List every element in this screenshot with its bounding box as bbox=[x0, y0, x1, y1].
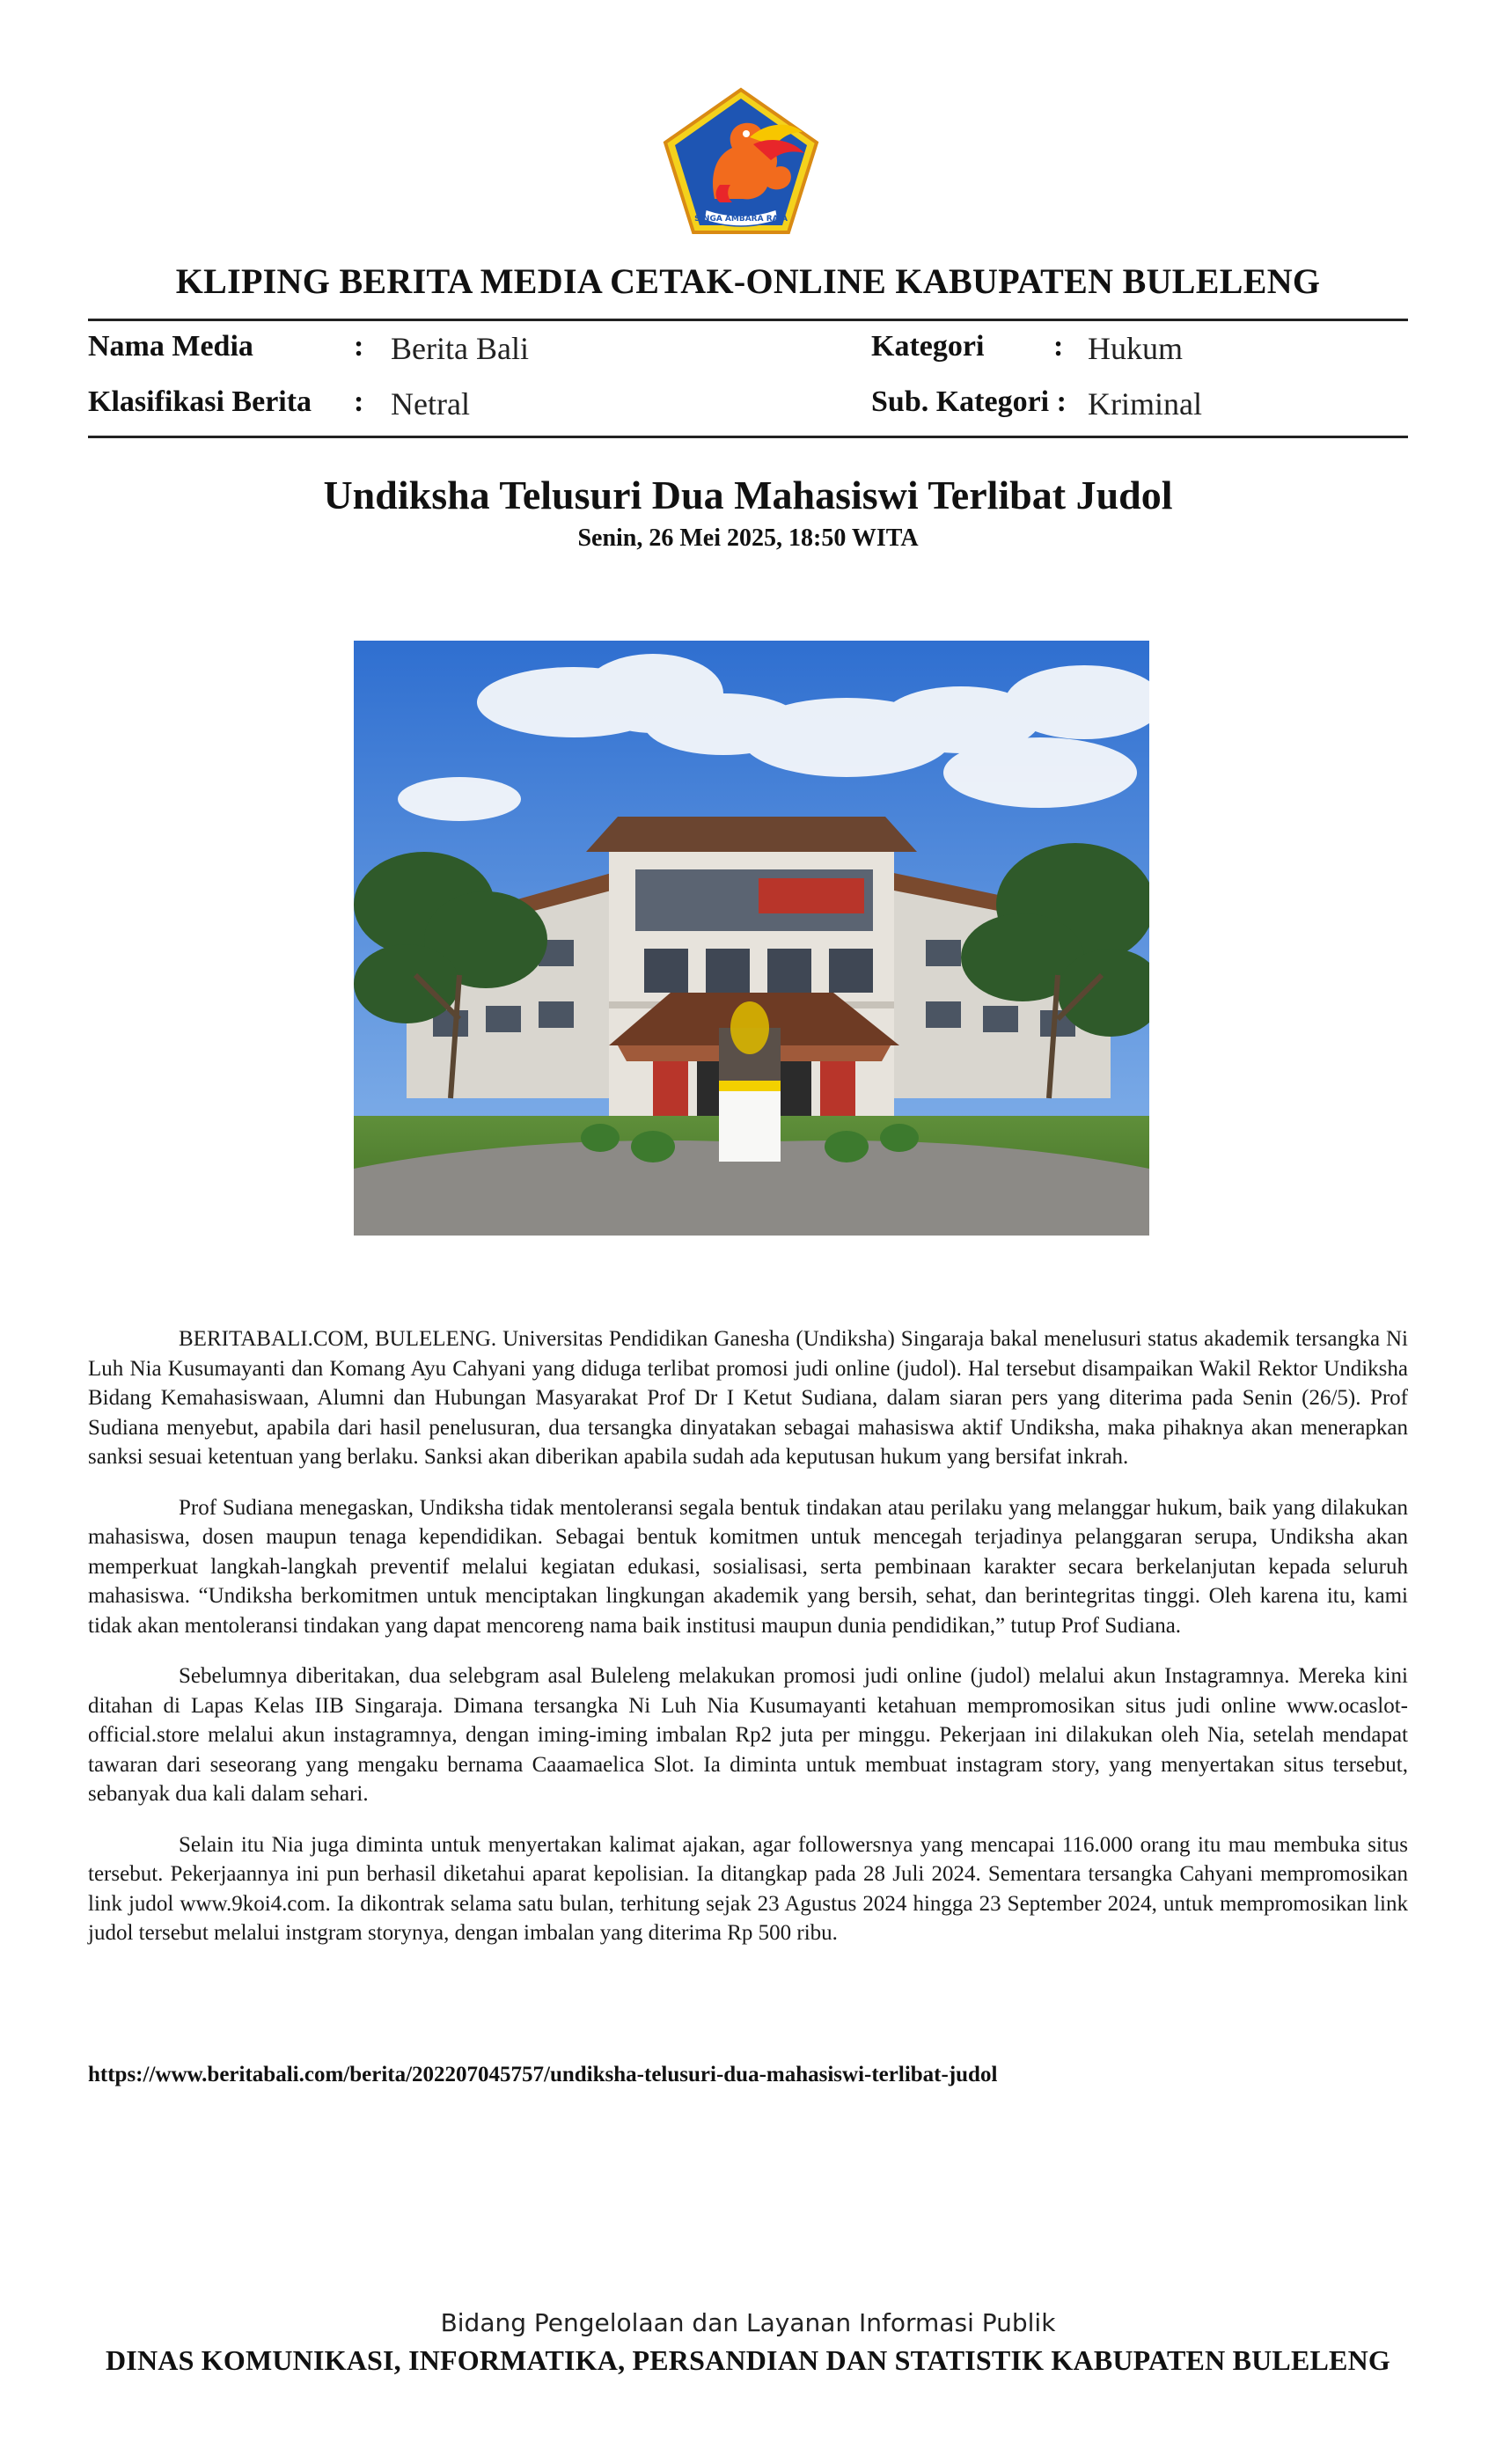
source-url[interactable]: https://www.beritabali.com/berita/202207045757/undiksha-telusuri-dua-mahasiswi-terlibat-judol bbox=[88, 2063, 998, 2086]
category-colon: : bbox=[1053, 330, 1064, 363]
svg-text:SINGA AMBARA RAJA: SINGA AMBARA RAJA bbox=[694, 215, 788, 224]
footer-agency: DINAS KOMUNIKASI, INFORMATIKA, PERSANDIAN DAN STATISTIK KABUPATEN BULELENG bbox=[105, 2344, 1391, 2376]
media-name-value: Berita Bali bbox=[391, 331, 529, 366]
subcategory-value: Kriminal bbox=[1088, 386, 1202, 422]
footer-division: Bidang Pengelolaan dan Layanan Informasi Publik bbox=[440, 2308, 1056, 2337]
article-paragraph: Prof Sudiana menegaskan, Undiksha tidak mentoleransi segala bentuk tindakan atau perilaku yang melanggar hukum, baik yang dilakukan mahasiswa, dosen maupun tenaga kependidikan. Sebagai bentuk komitmen untuk mencegah terjadinya pelanggaran serupa, Undiksha akan memperkuat langkah-langkah preventif melalui kegiatan edukasi, sosialisasi, serta pembinaan karakter secara berkelanjutan kepada seluruh mahasiswa. “Undiksha berkomitmen untuk menciptakan lingkungan akademik yang bersih, sehat, dan berintegritas tinggi. Oleh karena itu, kami tidak akan mentoleransi tindakan yang dapat mencoreng nama baik institusi maupun dunia pendidikan,” tutup Prof Sudiana. bbox=[88, 1495, 1408, 1638]
classification-value: Netral bbox=[391, 386, 470, 422]
header-bottom-rule bbox=[88, 436, 1408, 438]
category-value: Hukum bbox=[1088, 331, 1183, 366]
article-paragraph: Sebelumnya diberitakan, dua selebgram asal Buleleng melakukan promosi judi online (judol) melalui akun Instagramnya. Mereka kini ditahan di Lapas Kelas IIB Singaraja. Dimana tersangka Ni Luh Nia Kusumayanti ketahuan mempromosikan situs judi online www.ocaslot-official.store melalui akun instagramnya, dengan iming-iming imbalan Rp2 juta per minggu. Pekerjaan ini dilakukan oleh Nia, setelah mendapat tawaran dari seseorang yang mengaku bernama Caaamaelica Slot. Ia diminta untuk membuat instagram story, yang menyertakan situs tersebut, sebanyak dua kali dalam sehari. bbox=[88, 1664, 1408, 1806]
classification-colon: : bbox=[354, 385, 364, 418]
article-photo bbox=[354, 641, 1149, 1236]
media-name-label: Nama Media bbox=[88, 330, 253, 363]
media-name-colon: : bbox=[354, 330, 364, 363]
article-body bbox=[88, 1324, 1408, 1969]
article-paragraph: Selain itu Nia juga diminta untuk menyertakan kalimat ajakan, agar followersnya yang mencapai 116.000 orang itu mau membuka situs tersebut. Pekerjaannya ini pun berhasil diketahui aparat kepolisian. Ia ditangkap pada 28 Juli 2024. Sementara tersangka Cahyani mempromosikan link judol www.9koi4.com. Ia dikontrak selama satu bulan, terhitung sejak 23 Agustus 2024 hingga 23 September 2024, untuk mempromosikan link judol tersebut melalui instgram storynya, dengan imbalan yang diterima Rp 500 ribu. bbox=[88, 1832, 1408, 1945]
article-paragraph: BERITABALI.COM, BULELENG. Universitas Pendidikan Ganesha (Undiksha) Singaraja bakal menelusuri status akademik tersangka Ni Luh Nia Kusumayanti dan Komang Ayu Cahyani yang diduga terlibat promosi judi online (judol). Hal tersebut disampaikan Wakil Rektor Undiksha Bidang Kemahasiswaan, Alumni dan Hubungan Masyarakat Prof Dr I Ketut Sudiana, dalam siaran pers yang diterima pada Senin (26/5). Prof Sudiana menyebut, apabila dari hasil penelusuran, dua tersangka dinyatakan sebagai mahasiswa aktif Undiksha, maka pihaknya akan menerapkan sanksi sesuai ketentuan yang berlaku. Sanksi akan diberikan apabila sudah ada keputusan hukum yang bersifat inkrah. bbox=[88, 1327, 1408, 1469]
header-top-rule bbox=[88, 319, 1408, 321]
classification-label: Klasifikasi Berita bbox=[88, 385, 312, 418]
article-date: Senin, 26 Mei 2025, 18:50 WITA bbox=[577, 524, 919, 552]
category-label: Kategori bbox=[871, 330, 985, 363]
article-title: Undiksha Telusuri Dua Mahasiswi Terlibat Judol bbox=[323, 473, 1173, 517]
singa-ambara-raja-emblem-icon bbox=[662, 86, 820, 236]
clipping-header-title: KLIPING BERITA MEDIA CETAK-ONLINE KABUPATEN BULELENG bbox=[175, 261, 1321, 301]
subcategory-label: Sub. Kategori : bbox=[871, 385, 1067, 418]
